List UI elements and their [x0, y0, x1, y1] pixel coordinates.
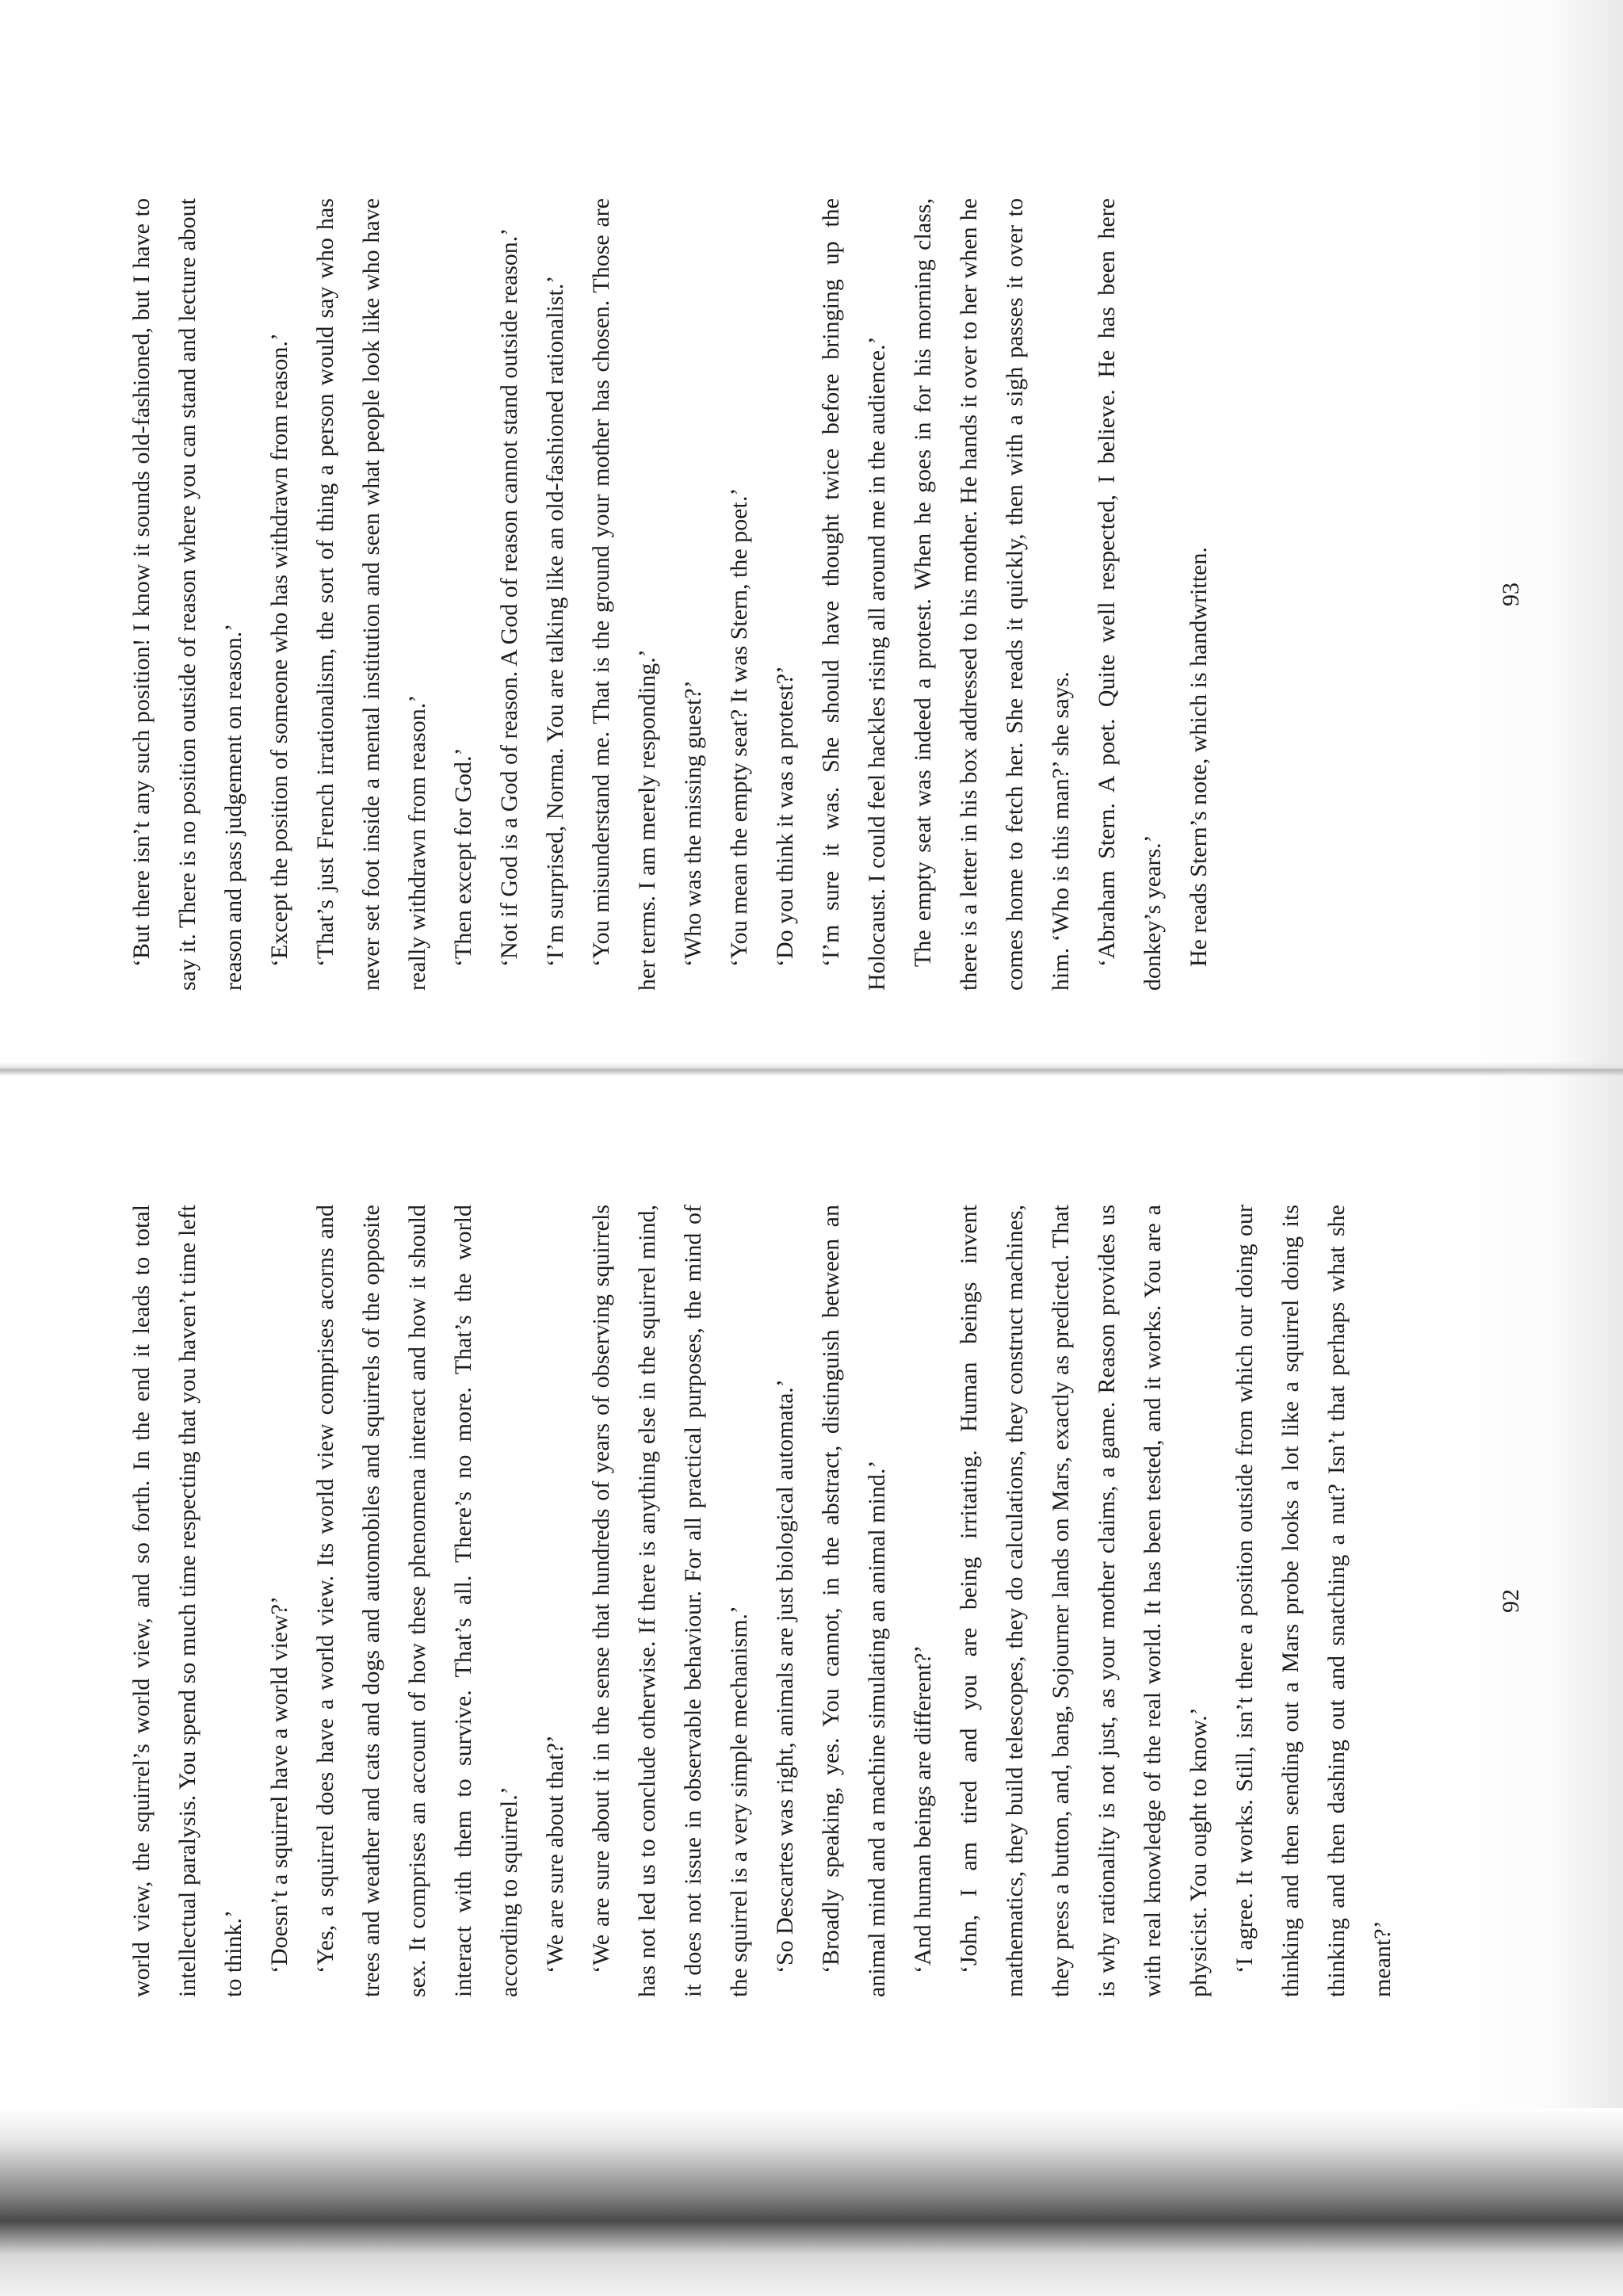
paragraph: ‘You mean the empty seat? It was Stern, the poet.’ [726, 487, 752, 967]
paragraph: He reads Stern’s note, which is handwritten. [1186, 547, 1212, 967]
paragraph: ‘Except the position of someone who has withdrawn from reason.’ [266, 333, 292, 967]
paragraph: ‘John, I am tired and you are being irritating. Human beings invent mathematics, they build telescopes, they do calculations, they construct machines, they press a button, and, bang, Sojourner lands on Mars, exactly as predicted. That is why rationality is not just, as your mother claims, a game. Reason provides us with real knowledge of the real world. It has been tested, and it works. You are a physicist. You ought to know.’ [956, 1205, 1212, 1997]
page-number: 92 [1498, 1589, 1524, 1613]
scan-edge [1442, 0, 1623, 2296]
paragraph: ‘I’m sure it was. She should have thought twice before bringing up the Holocaust. I could feel hackles rising all around me in the audience.’ [818, 198, 890, 991]
paragraph: ‘Broadly speaking, yes. You cannot, in the abstract, distinguish between an animal mind and a machine simulating an animal mind.’ [818, 1205, 890, 1997]
paragraph: ‘Abraham Stern. A poet. Quite well respected, I believe. He has been here donkey’s years.’ [1094, 198, 1166, 991]
paragraph: ‘Who was the missing guest?’ [680, 680, 706, 967]
page-number: 93 [1498, 583, 1524, 606]
paragraph: The empty seat was indeed a protest. When he goes in for his morning class, there is a letter in his box addressed to his mother. He hands it over to her when he comes home to fetch her. She reads it quickly, then with a sigh passes it over to him. ‘Who is this man?’ she says. [910, 198, 1074, 991]
book-gutter [0, 1062, 1623, 1076]
paragraph: ‘And human beings are different?’ [910, 1645, 936, 1973]
paragraph: ‘I’m surprised, Norma. You are talking like an old-fashioned rationalist.’ [542, 275, 568, 967]
paragraph: ‘Not if God is a God of reason. A God of reason cannot stand outside reason.’ [496, 227, 522, 967]
paragraph: ‘Then except for God.’ [450, 747, 476, 967]
page-92 [119, 1205, 1524, 1997]
paragraph: world view, the squirrel’s world view, and so forth. In the end it leads to total intellectual paralysis. You spend so much time respecting that you haven’t time left to think.’ [128, 1205, 246, 1997]
page-93 [119, 198, 1524, 991]
paragraph: ‘Yes, a squirrel does have a world view. Its world view comprises acorns and trees and weather and cats and dogs and automobiles and squirrels of the opposite sex. It comprises an account of how these phenomena interact and how it should interact with them to survive. That’s all. There’s no more. That’s the world according to squirrel.’ [312, 1205, 522, 1997]
paragraph: ‘We are sure about it in the sense that hundreds of years of observing squirrels has not led us to conclude otherwise. If there is anything else in the squirrel mind, it does not issue in observable behaviour. For all practical purposes, the mind of the squirrel is a very simple mechanism.’ [588, 1205, 752, 1997]
paragraph: ‘Doesn’t a squirrel have a world view?’ [266, 1596, 292, 1973]
paragraph: ‘I agree. It works. Still, isn’t there a position outside from which our doing our thinking and then sending out a Mars probe looks a lot like a squirrel doing its thinking and then dashing out and snatching a nut? Isn’t that perhaps what she meant?’ [1232, 1205, 1396, 1997]
paragraph: ‘That’s just French irrationalism, the sort of thing a person would say who has never set foot inside a mental institution and seen what people look like who have really withdrawn from reason.’ [312, 198, 430, 991]
paragraph: ‘But there isn’t any such position! I know it sounds old-fashioned, but I have to say it. There is no position outside of reason where you can stand and lecture about reason and pass judgement on reason.’ [128, 198, 246, 991]
paragraph: ‘So Descartes was right, animals are just biological automata.’ [772, 1379, 798, 1973]
paragraph: ‘We are sure about that?’ [542, 1735, 568, 1973]
paragraph: ‘You misunderstand me. That is the ground your mother has chosen. Those are her terms. I am merely responding.’ [588, 198, 660, 991]
paragraph: ‘Do you think it was a protest?’ [772, 666, 798, 967]
book-binding-shadow [0, 2108, 1623, 2296]
